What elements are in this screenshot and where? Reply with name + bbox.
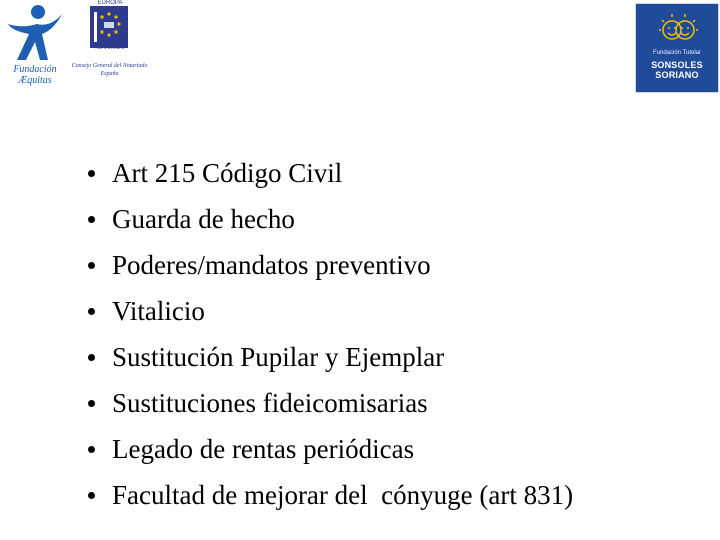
bullet-item (78, 242, 573, 288)
bullet-item (78, 196, 573, 242)
bullet-text: Vitalicio (112, 296, 205, 326)
bullet-text: Facultad de mejorar del cónyuge (art 831) (112, 480, 574, 510)
sonsoles-fund-label: Fundación Tutelar (652, 50, 702, 56)
notariado-sub-label: NOTARIADO (95, 45, 125, 51)
bullet-text: Sustitución Pupilar y Ejemplar (112, 342, 445, 372)
notariado-logo (62, 0, 157, 86)
aequitas-wordmark-line1: Fundación (13, 64, 57, 75)
bullet-text: Sustituciones fideicomisarias (112, 388, 428, 418)
bullet-dot-icon (88, 492, 95, 499)
bullet-list (78, 150, 573, 518)
bullet-dot-icon (88, 446, 95, 453)
fundacion-aequitas-logo (4, 2, 66, 88)
aequitas-figure-icon (4, 2, 66, 64)
bullet-text: Legado de rentas periódicas (112, 434, 415, 464)
bullet-item (78, 380, 573, 426)
bullet-dot-icon (88, 216, 95, 223)
bullet-item (78, 150, 573, 196)
notariado-flag-label: EUROPA (97, 0, 123, 6)
bullet-dot-icon (88, 262, 95, 269)
bullet-dot-icon (88, 170, 95, 177)
sonsoles-name-line2: SORIANO (655, 70, 699, 80)
consejo-line2: España (100, 71, 119, 77)
bullet-text: Poderes/mandatos preventivo (112, 250, 431, 280)
bullet-text: Guarda de hecho (112, 204, 295, 234)
bullet-text: Art 215 Código Civil (112, 158, 343, 188)
aequitas-wordmark-line2: Æquitas (18, 75, 52, 86)
bullet-item (78, 472, 573, 518)
consejo-line1: Consejo General del Notariado (71, 63, 148, 69)
bullet-item (78, 288, 573, 334)
bullet-dot-icon (88, 308, 95, 315)
bullet-dot-icon (88, 400, 95, 407)
sonsoles-soriano-logo (635, 3, 719, 93)
eu-flag-icon (90, 6, 128, 48)
bullet-item (78, 334, 573, 380)
bullet-item (78, 426, 573, 472)
bullet-dot-icon (88, 354, 95, 361)
sonsoles-name-line1: SONSOLES (651, 60, 703, 70)
sun-faces-icon (658, 12, 698, 48)
